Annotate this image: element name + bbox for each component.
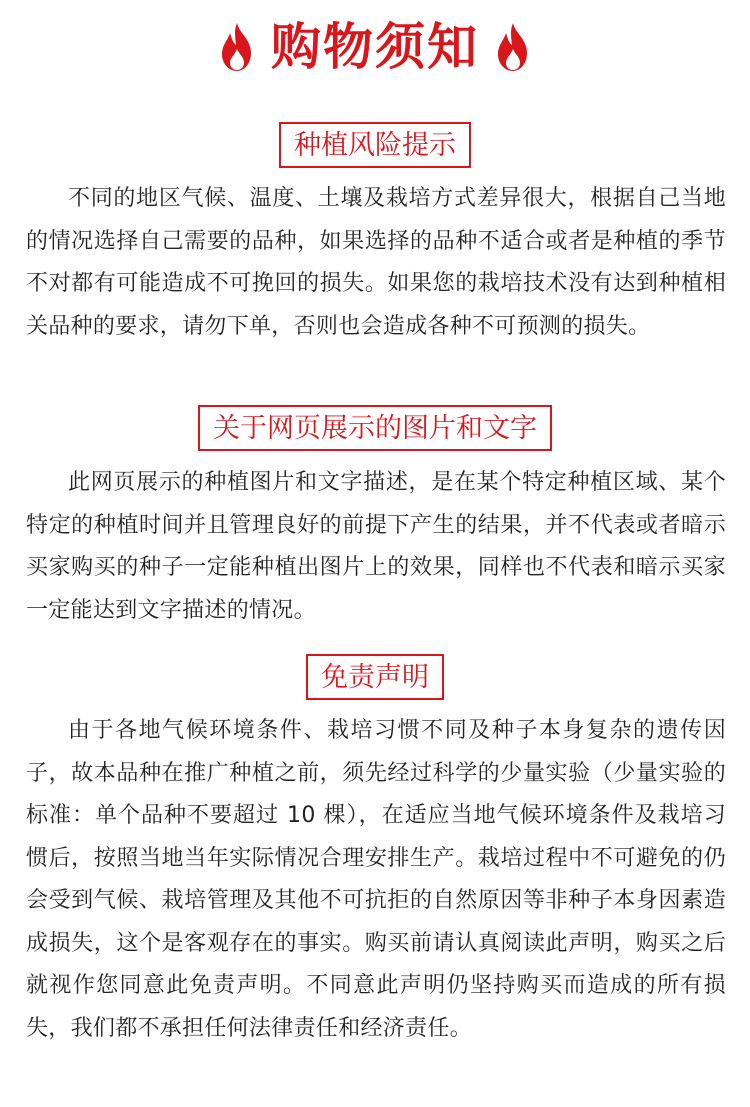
section-heading-planting-risk: 种植风险提示	[279, 122, 471, 168]
section-body-images-and-text: 此网页展示的种植图片和文字描述，是在某个特定种植区域、某个特定的种植时间并且管理良好的前提下产生的结果，并不代表或者暗示买家购买的种子一定能种植出图片上的效果，同样也不代表和暗示买家一定能达到文字描述的情况。	[26, 470, 726, 623]
section-heading-images-and-text: 关于网页展示的图片和文字	[198, 405, 552, 451]
page-title: 购物须知	[271, 18, 479, 76]
fire-icon	[493, 21, 533, 73]
page-header	[0, 12, 750, 82]
section-heading-disclaimer: 免责声明	[306, 654, 444, 700]
fire-icon	[217, 21, 257, 73]
section-body-disclaimer: 由于各地气候环境条件、栽培习惯不同及种子本身复杂的遗传因子，故本品种在推广种植之前，须先经过科学的少量实验（少量实验的标准：单个品种不要超过 10 棵），在适应当地气候环境条件及栽培习惯后，按照当地当年实际情况合理安排生产。栽培过程中不可避免的仍会受到气候、栽培管理及其他不可抗拒的自然原因等非种子本身因素造成损失，这个是客观存在的事实。购买前请认真阅读此声明，购买之后就视作您同意此免责声明。不同意此声明仍坚持购买而造成的所有损失，我们都不承担任何法律责任和经济责任。	[26, 718, 726, 1041]
section-body-planting-risk: 不同的地区气候、温度、土壤及栽培方式差异很大，根据自己当地的情况选择自己需要的品种，如果选择的品种不适合或者是种植的季节不对都有可能造成不可挽回的损失。如果您的栽培技术没有达到种植相关品种的要求，请勿下单，否则也会造成各种不可预测的损失。	[26, 186, 726, 339]
